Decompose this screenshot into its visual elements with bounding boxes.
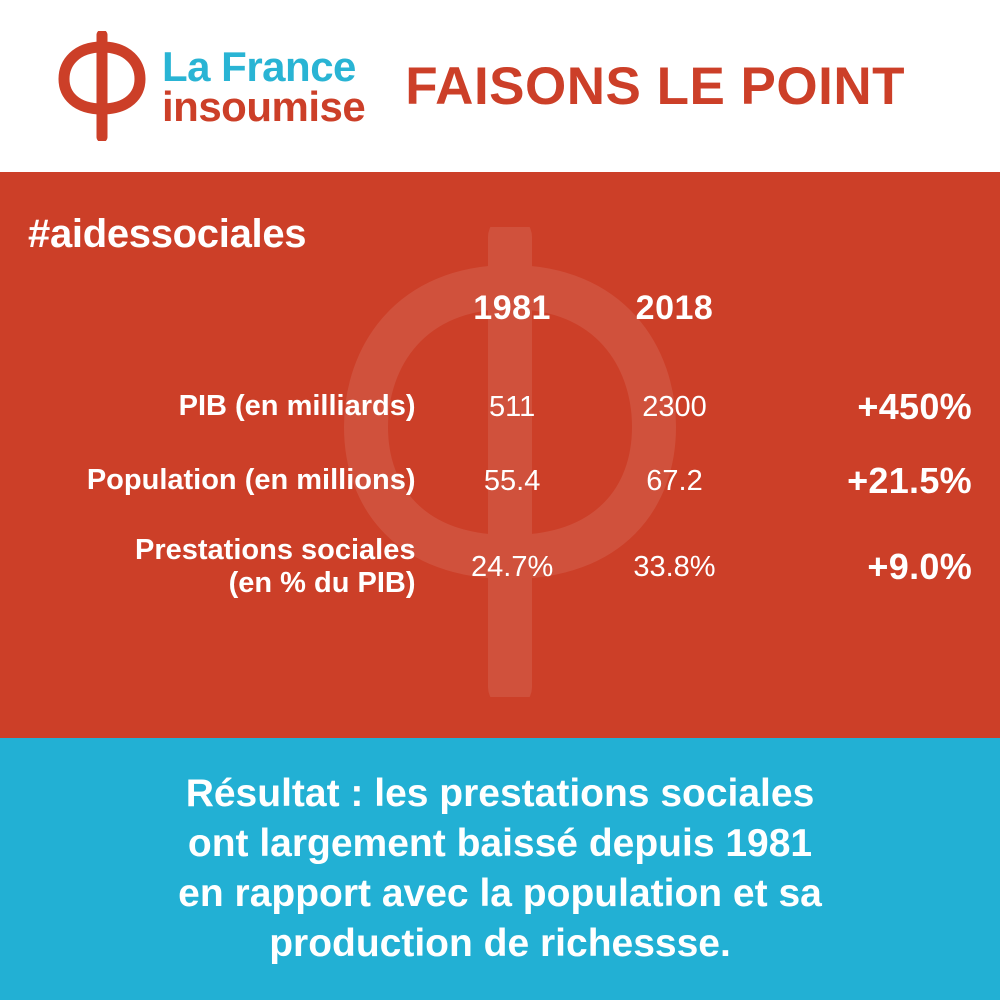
row-population-2018: 67.2 xyxy=(646,464,703,497)
row-pib-1981: 511 xyxy=(489,390,536,423)
table-header-row xyxy=(0,289,1000,386)
column-header-2018: 2018 xyxy=(635,289,714,327)
row-label-prestations-line2: (en % du PIB) xyxy=(228,567,416,600)
row-prestations-delta: +9.0% xyxy=(867,546,972,588)
table-row xyxy=(0,460,1000,534)
row-population-delta: +21.5% xyxy=(847,460,972,501)
logo xyxy=(56,31,365,141)
footer xyxy=(0,738,1000,1000)
table-row xyxy=(0,386,1000,460)
conclusion-text xyxy=(178,769,822,969)
column-header-blank xyxy=(0,289,436,386)
row-pib-delta: +450% xyxy=(857,386,972,427)
stats-table xyxy=(0,289,1000,601)
row-label-prestations-line1: Prestations sociales xyxy=(135,534,416,566)
row-pib-2018: 2300 xyxy=(642,390,707,423)
row-label-population: Population (en millions) xyxy=(86,464,416,497)
row-label-pib: PIB (en milliards) xyxy=(178,390,416,423)
hashtag-label: #aidessociales xyxy=(28,212,307,256)
row-prestations-1981: 24.7% xyxy=(471,550,554,583)
column-header-1981: 1981 xyxy=(473,289,551,327)
phi-logo-icon xyxy=(56,31,148,141)
logo-line2: insoumise xyxy=(162,83,366,130)
stats-panel xyxy=(0,172,1000,738)
conclusion-line4: production de richessse. xyxy=(269,921,731,965)
logo-line1: La France xyxy=(162,42,356,90)
row-prestations-2018: 33.8% xyxy=(633,550,716,583)
logo-text xyxy=(162,42,366,130)
conclusion-line2: ont largement baissé depuis 1981 xyxy=(187,822,813,866)
conclusion-line1: Résultat : les prestations sociales xyxy=(185,772,815,816)
row-population-1981: 55.4 xyxy=(483,464,541,497)
column-header-delta xyxy=(760,289,1000,386)
conclusion-line3: en rapport avec la population et sa xyxy=(178,872,822,915)
page-title: FAISONS LE POINT xyxy=(405,56,906,116)
table-row xyxy=(0,534,1000,601)
row-label-prestations xyxy=(0,534,436,601)
header xyxy=(0,0,1000,172)
